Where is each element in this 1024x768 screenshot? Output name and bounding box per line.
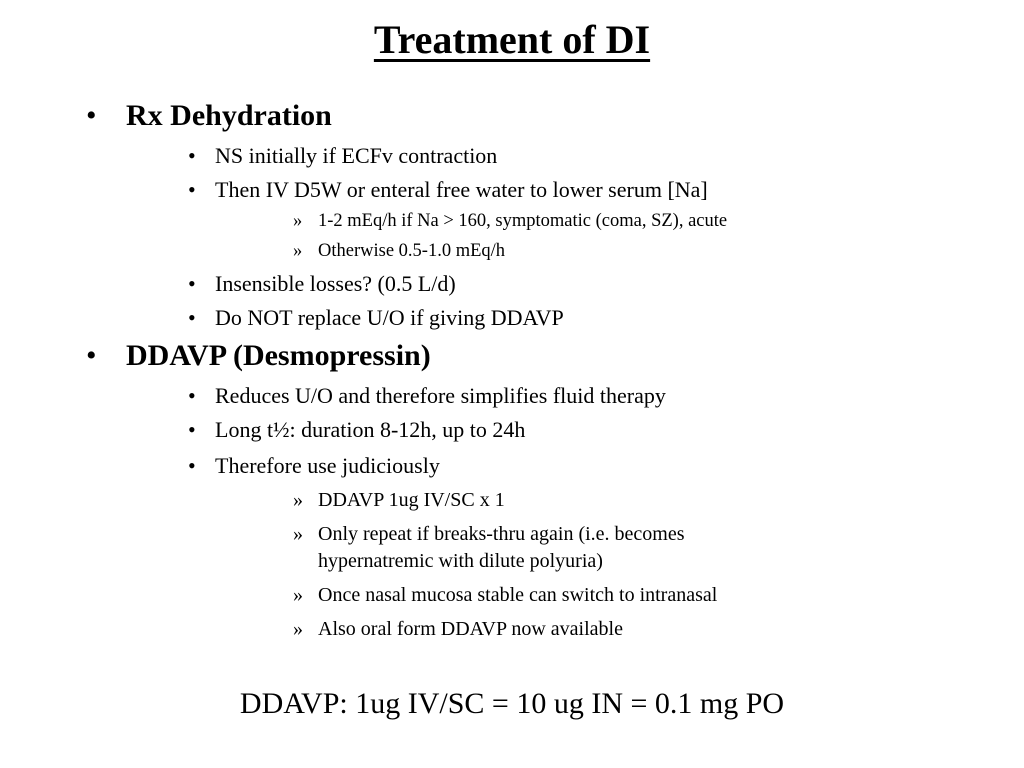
bullet-icon: » bbox=[293, 584, 303, 606]
list-item-text: Long t½: duration 8-12h, up to 24h bbox=[215, 417, 526, 442]
bullet-icon: » bbox=[293, 241, 303, 261]
list-item bbox=[188, 304, 564, 332]
sub-list-item-text: Also oral form DDAVP now available bbox=[318, 618, 623, 640]
bullet-icon: • bbox=[188, 453, 196, 478]
sub-list-item bbox=[293, 582, 718, 609]
sub-list-item bbox=[293, 238, 506, 265]
bullet-icon: » bbox=[293, 618, 303, 640]
section-heading-label: DDAVP (Desmopressin) bbox=[126, 339, 431, 372]
bullet-icon: » bbox=[293, 523, 303, 545]
section-heading-rx-dehydration bbox=[86, 98, 332, 134]
sub-list-item-text: Only repeat if breaks-thru again (i.e. becomes bbox=[318, 523, 685, 545]
bullet-icon: • bbox=[188, 417, 196, 442]
bullet-icon: » bbox=[293, 211, 303, 231]
bullet-icon: • bbox=[188, 305, 196, 330]
sub-list-item-text: Otherwise 0.5-1.0 mEq/h bbox=[318, 241, 506, 261]
dose-equivalence-footer: DDAVP: 1ug IV/SC = 10 ug IN = 0.1 mg PO bbox=[239, 687, 785, 720]
slide-title: Treatment of DI bbox=[373, 17, 651, 62]
list-item-text: Insensible losses? (0.5 L/d) bbox=[215, 271, 456, 296]
sub-list-item-text: DDAVP 1ug IV/SC x 1 bbox=[318, 489, 505, 511]
bullet-icon: » bbox=[293, 489, 303, 511]
list-item-text: Then IV D5W or enteral free water to lower serum [Na] bbox=[215, 177, 708, 202]
bullet-icon: • bbox=[188, 383, 196, 408]
bullet-icon: • bbox=[86, 99, 97, 132]
sub-list-item-continuation bbox=[318, 548, 603, 575]
sub-list-item-text: 1-2 mEq/h if Na > 160, symptomatic (coma, SZ), acute bbox=[318, 211, 728, 231]
sub-list-item bbox=[293, 521, 685, 548]
bullet-icon: • bbox=[188, 143, 196, 168]
bullet-icon: • bbox=[188, 177, 196, 202]
sub-list-item-text: Once nasal mucosa stable can switch to intranasal bbox=[318, 584, 718, 606]
sub-list-item-text: hypernatremic with dilute polyuria) bbox=[318, 550, 603, 572]
sub-list-item bbox=[293, 616, 623, 643]
list-item bbox=[188, 176, 708, 204]
sub-list-item bbox=[293, 208, 728, 235]
section-heading-label: Rx Dehydration bbox=[126, 99, 332, 132]
sub-list-item bbox=[293, 487, 505, 514]
list-item-text: Do NOT replace U/O if giving DDAVP bbox=[215, 305, 564, 330]
list-item bbox=[188, 382, 666, 410]
list-item bbox=[188, 416, 526, 444]
list-item-text: Therefore use judiciously bbox=[215, 453, 440, 478]
list-item-text: NS initially if ECFv contraction bbox=[215, 143, 498, 168]
list-item-text: Reduces U/O and therefore simplifies fluid therapy bbox=[215, 383, 666, 408]
section-heading-ddavp bbox=[86, 338, 431, 374]
list-item bbox=[188, 142, 498, 170]
bullet-icon: • bbox=[188, 271, 196, 296]
list-item bbox=[188, 452, 440, 480]
list-item bbox=[188, 270, 456, 298]
bullet-icon: • bbox=[86, 339, 97, 372]
